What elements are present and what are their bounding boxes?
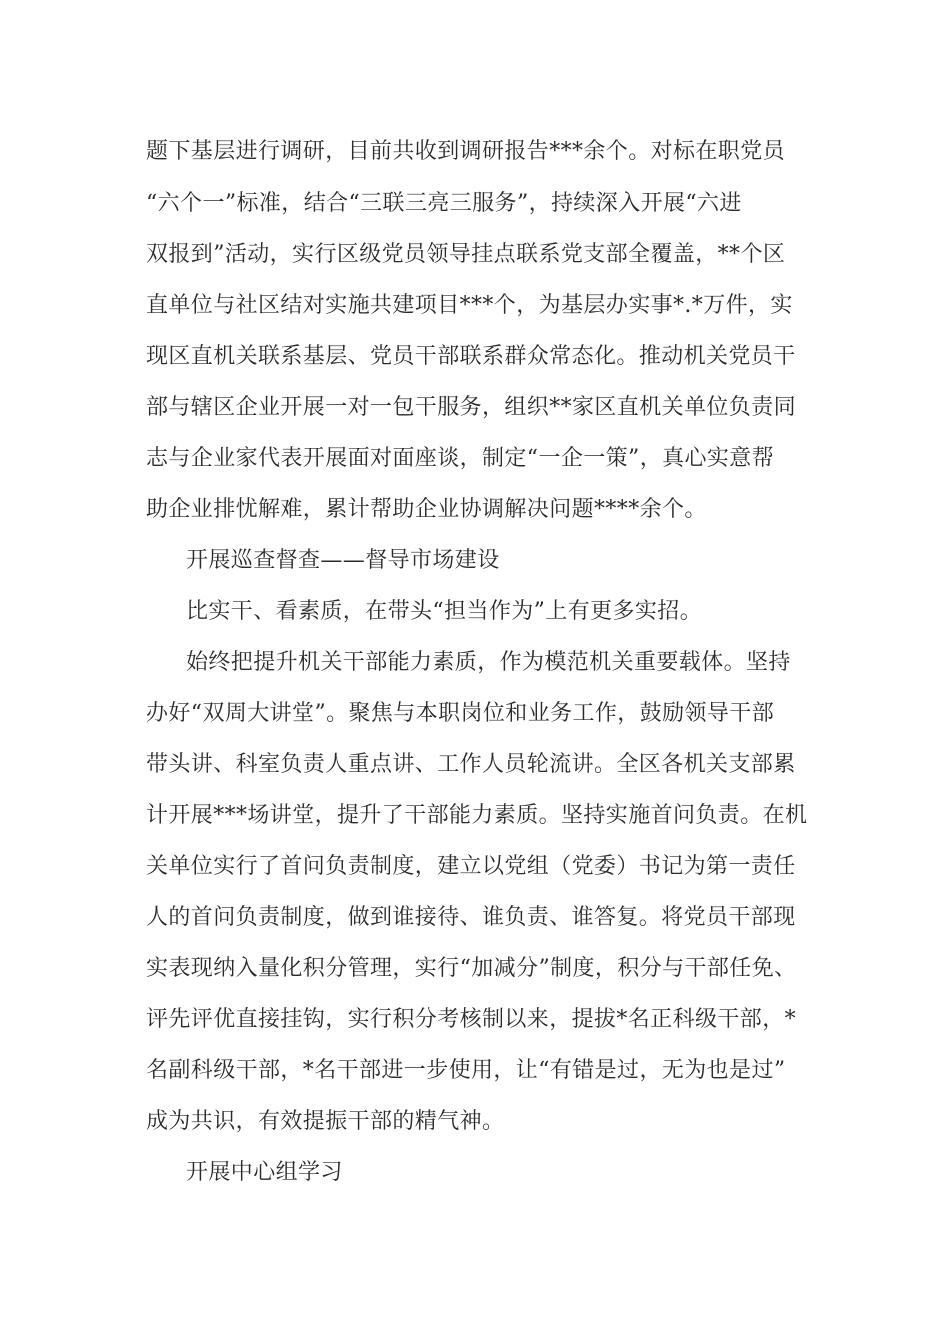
body-text-line: 助企业排忧解难，累计帮助企业协调解决问题****余个。 bbox=[146, 497, 707, 522]
body-text-line: 现区直机关联系基层、党员干部联系群众常态化。推动机关党员干 bbox=[146, 344, 796, 369]
body-text-line: 计开展***场讲堂，提升了干部能力素质。坚持实施首问负责。在机 bbox=[146, 803, 808, 828]
body-text-line: 部与辖区企业开展一对一包干服务，组织**家区直机关单位负责同 bbox=[146, 395, 797, 420]
body-text-line: 办好“双周大讲堂”。聚焦与本职岗位和业务工作，鼓励领导干部 bbox=[146, 701, 775, 726]
section-heading: 开展中心组学习 bbox=[186, 1160, 343, 1185]
body-text-line: 直单位与社区结对实施共建项目***个，为基层办实事*.*万件，实 bbox=[146, 293, 793, 318]
body-text-line: 名副科级干部，*名干部进一步使用，让“有错是过，无为也是过” bbox=[146, 1058, 786, 1083]
body-text-line: 带头讲、科室负责人重点讲、工作人员轮流讲。全区各机关支部累 bbox=[146, 752, 796, 777]
body-text-line: 人的首问负责制度，做到谁接待、谁负责、谁答复。将党员干部现 bbox=[146, 905, 796, 930]
body-text-line: 题下基层进行调研，目前共收到调研报告***余个。对标在职党员 bbox=[146, 139, 786, 164]
body-text-line: 成为共识，有效提振干部的精气神。 bbox=[146, 1109, 505, 1134]
body-text-line: 双报到”活动，实行区级党员领导挂点联系党支部全覆盖，**个区 bbox=[146, 242, 786, 267]
section-subheading: 比实干、看素质，在带头“担当作为”上有更多实招。 bbox=[186, 599, 703, 624]
body-text-line: 志与企业家代表开展面对面座谈，制定“一企一策”，真心实意帮 bbox=[146, 446, 775, 471]
body-text-line: 实表现纳入量化积分管理，实行“加减分”制度，积分与干部任免、 bbox=[146, 956, 797, 981]
body-text-line: 评先评优直接挂钩，实行积分考核制以来，提拔*名正科级干部，* bbox=[146, 1007, 797, 1032]
section-heading: 开展巡查督查——督导市场建设 bbox=[186, 548, 500, 573]
body-text-line: “六个一”标准，结合“三联三亮三服务”，持续深入开展“六进 bbox=[146, 191, 742, 216]
body-text-line: 关单位实行了首问负责制度，建立以党组（党委）书记为第一责任 bbox=[146, 854, 796, 879]
paragraph-first-line: 始终把提升机关干部能力素质，作为模范机关重要载体。坚持 bbox=[186, 650, 791, 675]
